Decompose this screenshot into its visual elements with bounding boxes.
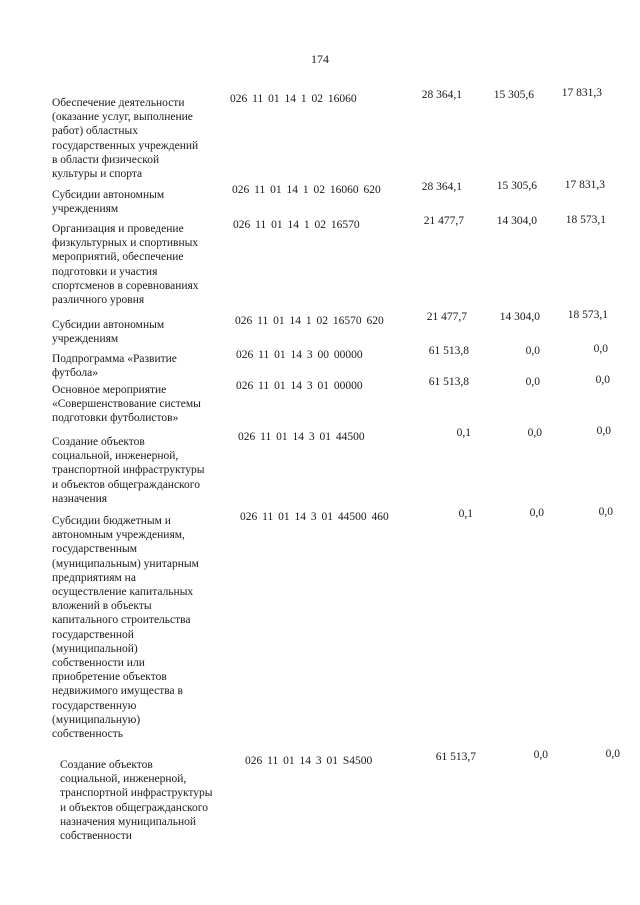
row-value-2: 15 305,6 — [496, 180, 537, 192]
row-value-3: 17 831,3 — [561, 87, 602, 99]
row-name: Подпрограмма «Развитие футбола» — [52, 353, 177, 380]
row-value-3: 0,0 — [596, 425, 611, 437]
row-code: 026 11 01 14 3 01 00000 — [236, 380, 363, 392]
row-name: Обеспечение деятельности (оказание услуг, выполнение работ) областных государственных учреждений в области физической культуры и спорта — [52, 97, 199, 181]
row-value-1: 28 364,1 — [421, 89, 462, 101]
row-value-3: 0,0 — [593, 343, 608, 355]
row-value-1: 28 364,1 — [421, 181, 462, 193]
row-value-3: 18 573,1 — [567, 309, 608, 321]
row-value-1: 61 513,7 — [435, 751, 476, 763]
row-value-2: 0,0 — [529, 507, 544, 519]
row-value-1: 21 477,7 — [423, 215, 464, 227]
row-name: Организация и проведение физкультурных и спортивных мероприятий, обеспечение подготовки и участия спортсменов в соревнованиях различного уровня — [52, 223, 199, 307]
row-value-3: 17 831,3 — [564, 179, 605, 191]
row-code: 026 11 01 14 3 01 S4500 — [245, 755, 373, 767]
row-name: Субсидии автономным учреждениям — [52, 319, 165, 346]
row-value-2: 0,0 — [527, 427, 542, 439]
row-name: Субсидии бюджетным и автономным учреждениям, государственным (муниципальным) унитарным предприятиям на осуществление капитальных вложений в объекты капитального строительства государственной (муниципальной) собственности или приобретение объектов недвижимого имущества в государственную (муниципальную) собственность — [52, 515, 199, 741]
row-code: 026 11 01 14 1 02 16570 — [233, 219, 360, 231]
row-value-1: 61 513,8 — [428, 345, 469, 357]
row-value-1: 61 513,8 — [428, 376, 469, 388]
row-code: 026 11 01 14 1 02 16060 620 — [232, 184, 381, 196]
row-value-3: 0,0 — [598, 506, 613, 518]
row-value-2: 14 304,0 — [496, 215, 537, 227]
row-value-2: 15 305,6 — [493, 89, 534, 101]
row-value-1: 0,1 — [458, 508, 473, 520]
row-name: Основное мероприятие «Совершенствование системы подготовки футболистов» — [52, 384, 201, 425]
row-code: 026 11 01 14 3 01 44500 — [238, 431, 365, 443]
row-value-2: 0,0 — [525, 376, 540, 388]
row-value-3: 0,0 — [595, 374, 610, 386]
row-value-1: 0,1 — [456, 427, 471, 439]
row-name: Субсидии автономным учреждениям — [52, 189, 165, 216]
row-value-2: 0,0 — [533, 749, 548, 761]
row-code: 026 11 01 14 3 00 00000 — [236, 349, 363, 361]
row-value-2: 14 304,0 — [499, 311, 540, 323]
row-code: 026 11 01 14 1 02 16570 620 — [235, 315, 384, 327]
row-value-1: 21 477,7 — [426, 311, 467, 323]
row-value-3: 18 573,1 — [565, 214, 606, 226]
row-code: 026 11 01 14 1 02 16060 — [230, 93, 357, 105]
row-value-3: 0,0 — [605, 748, 620, 760]
row-code: 026 11 01 14 3 01 44500 460 — [240, 511, 389, 523]
page-number: 174 — [311, 52, 329, 66]
row-name: Создание объектов социальной, инженерной, транспортной инфраструктуры и объектов общегражданского назначения муниципальной собственности — [60, 759, 213, 843]
row-name: Создание объектов социальной, инженерной, транспортной инфраструктуры и объектов общегражданского назначения — [52, 436, 205, 505]
row-value-2: 0,0 — [525, 345, 540, 357]
